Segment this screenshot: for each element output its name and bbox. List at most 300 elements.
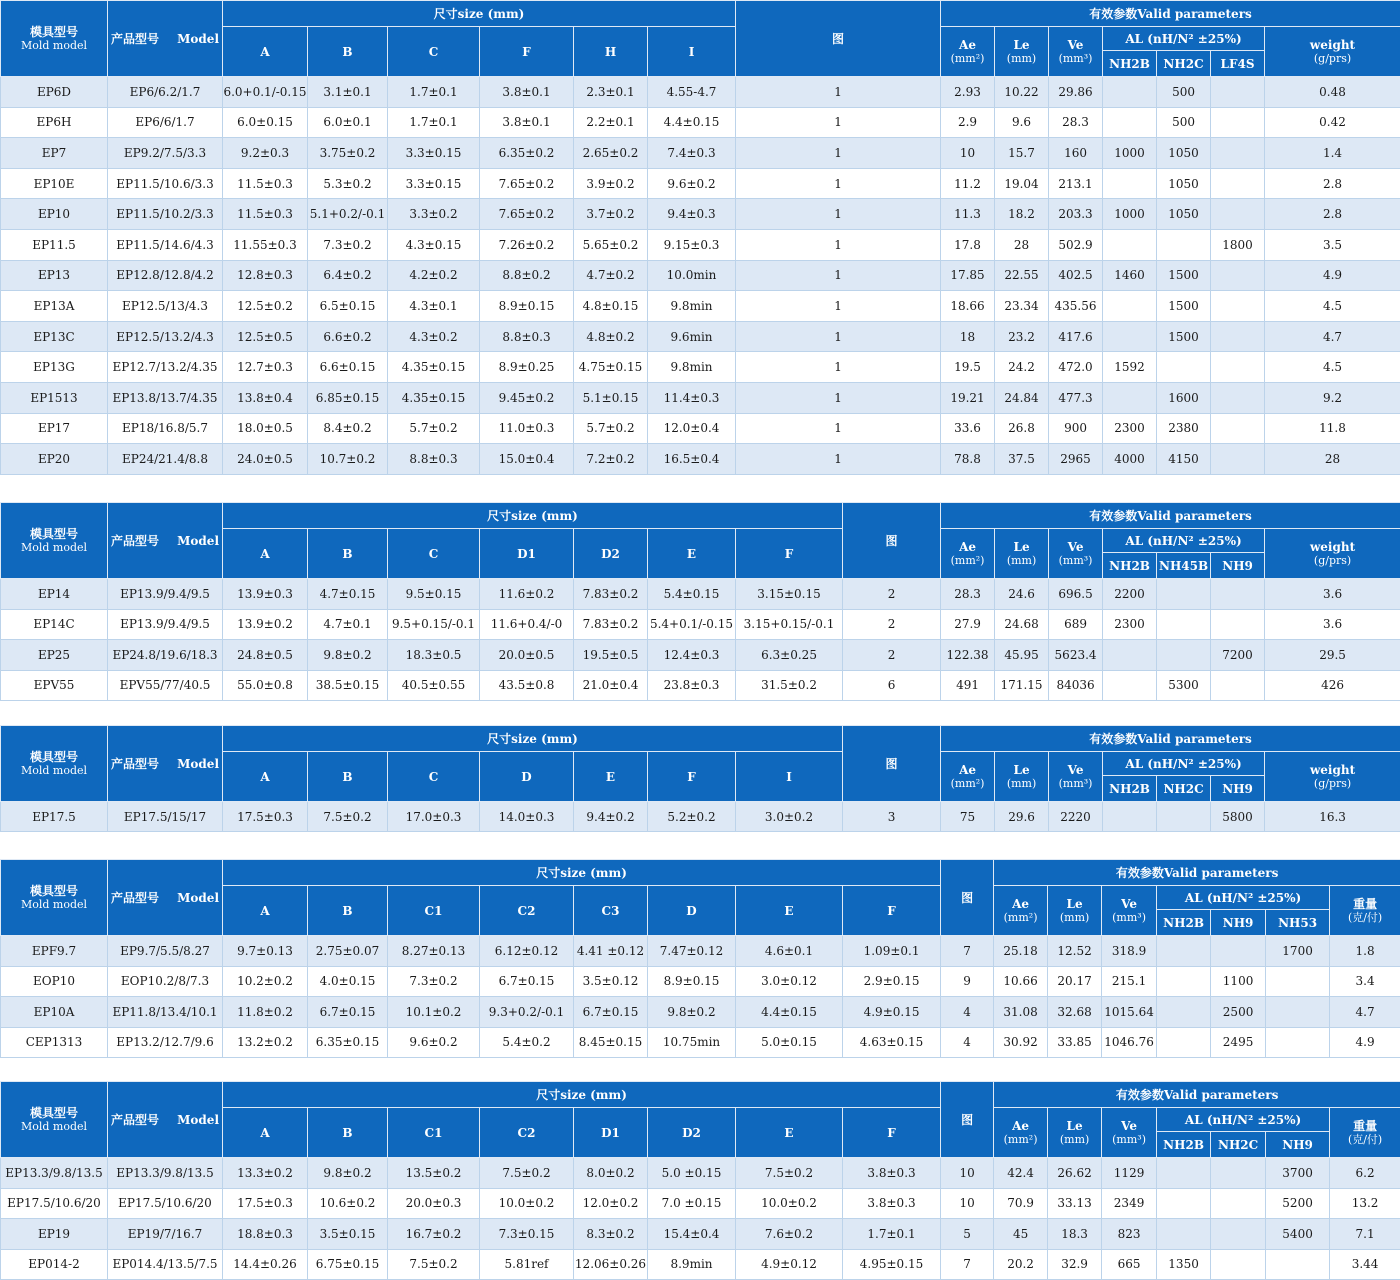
table-cell: 7.1 [1330, 1219, 1400, 1250]
dim-header: I [736, 752, 843, 802]
table-cell: 4.41 ±0.12 [574, 936, 648, 967]
product-model-cell: EP24/21.4/8.8 [108, 444, 223, 475]
product-model-header: 产品型号 Model [108, 860, 223, 936]
table-cell: 4.8±0.15 [574, 291, 648, 322]
al-group-header: AL (nH/N² ±25%) [1103, 752, 1265, 776]
al-material-header: NH2B [1103, 51, 1157, 77]
mold-model-cell: EP7 [1, 138, 108, 169]
ae-header: Ae (mm²) [941, 529, 995, 579]
table-cell: 8.3±0.2 [574, 1219, 648, 1250]
table-cell: 500 [1157, 77, 1211, 108]
table-cell: 25.18 [994, 936, 1048, 967]
table-cell: 4 [941, 997, 994, 1028]
table-cell: 12.5±0.5 [223, 321, 308, 352]
table-cell: 45 [994, 1219, 1048, 1250]
table-cell: 8.9±0.15 [480, 291, 574, 322]
table-cell [1211, 168, 1265, 199]
table-cell: 4.55-4.7 [648, 77, 736, 108]
table-cell: 4.35±0.15 [388, 352, 480, 383]
dim-header: F [843, 1108, 941, 1158]
valid-params-header: 有效参数Valid parameters [941, 503, 1400, 529]
table-cell: 12.06±0.26 [574, 1249, 648, 1280]
mold-model-cell: EP25 [1, 640, 108, 671]
size-group-header: 尺寸size (mm) [223, 503, 843, 529]
table-cell: 10 [941, 138, 995, 169]
table-cell: 1 [736, 444, 941, 475]
table-cell: 2.8 [1265, 168, 1400, 199]
table-cell [1103, 802, 1157, 832]
table-cell: 1.4 [1265, 138, 1400, 169]
table-cell: 7.5±0.2 [308, 802, 388, 832]
table-cell: 5.7±0.2 [388, 413, 480, 444]
table-cell: 1700 [1266, 936, 1330, 967]
table-row [1, 640, 1400, 671]
table-cell [1103, 229, 1157, 260]
table-cell: 1592 [1103, 352, 1157, 383]
table-cell: 3.75±0.2 [308, 138, 388, 169]
table-cell: 6.3±0.25 [736, 640, 843, 671]
table-cell: 3.0±0.2 [736, 802, 843, 832]
dim-header: B [308, 1108, 388, 1158]
table-cell: 3.5±0.15 [308, 1219, 388, 1250]
al-material-header: NH2B [1157, 910, 1211, 936]
table-cell: 4.35±0.15 [388, 382, 480, 413]
table-cell [1211, 444, 1265, 475]
table-cell: 15.4±0.4 [648, 1219, 736, 1250]
table-cell [1157, 966, 1211, 997]
table-cell [1157, 1027, 1211, 1058]
table-cell: 38.5±0.15 [308, 670, 388, 701]
table-cell: 7.3±0.2 [388, 966, 480, 997]
table-cell: 4.7±0.15 [308, 579, 388, 610]
table-cell: 5.2±0.2 [648, 802, 736, 832]
table-cell: 5.0 ±0.15 [648, 1158, 736, 1189]
table-cell [1211, 199, 1265, 230]
dim-header: C2 [480, 1108, 574, 1158]
dim-header: B [308, 752, 388, 802]
table-cell: 500 [1157, 107, 1211, 138]
table-cell: 502.9 [1049, 229, 1103, 260]
table-cell: 21.0±0.4 [574, 670, 648, 701]
table-cell [1103, 168, 1157, 199]
table-cell: 20.0±0.5 [480, 640, 574, 671]
table-cell: 28 [1265, 444, 1400, 475]
table-row [1, 77, 1400, 108]
spec-table-3 [0, 725, 1400, 832]
table-cell [1211, 260, 1265, 291]
product-model-cell: EP19/7/16.7 [108, 1219, 223, 1250]
table-cell: 4.4±0.15 [736, 997, 843, 1028]
table-cell: 11.4±0.3 [648, 382, 736, 413]
al-group-header: AL (nH/N² ±25%) [1157, 1108, 1330, 1132]
al-material-header: NH9 [1211, 776, 1265, 802]
table-cell [1211, 1158, 1266, 1189]
table-cell: 5.1±0.15 [574, 382, 648, 413]
table-cell [1157, 352, 1211, 383]
al-material-header: NH53 [1266, 910, 1330, 936]
dim-header: I [648, 27, 736, 77]
table-cell: 7.83±0.2 [574, 609, 648, 640]
table-cell: 2 [843, 579, 941, 610]
table-row [1, 670, 1400, 701]
dim-header: D1 [574, 1108, 648, 1158]
table-cell: 32.9 [1048, 1249, 1102, 1280]
table-cell: 5623.4 [1049, 640, 1103, 671]
table-cell [1157, 936, 1211, 967]
product-model-cell: EP11.5/10.6/3.3 [108, 168, 223, 199]
product-model-header: 产品型号 Model [108, 1, 223, 77]
table-cell: 7.5±0.2 [480, 1158, 574, 1189]
dim-header: E [736, 886, 843, 936]
mold-model-cell: EP1513 [1, 382, 108, 413]
ae-header: Ae (mm²) [941, 752, 995, 802]
table-cell: 23.8±0.3 [648, 670, 736, 701]
product-model-cell: EP13.9/9.4/9.5 [108, 609, 223, 640]
product-model-cell: EP17.5/10.6/20 [108, 1188, 223, 1219]
table-cell [1266, 966, 1330, 997]
product-model-cell: EPV55/77/40.5 [108, 670, 223, 701]
table-cell: 2.65±0.2 [574, 138, 648, 169]
table-cell: 1.7±0.1 [388, 107, 480, 138]
table-cell: 18.0±0.5 [223, 413, 308, 444]
product-model-cell: EP17.5/15/17 [108, 802, 223, 832]
mold-model-cell: EP14C [1, 609, 108, 640]
table-cell: 19.5±0.5 [574, 640, 648, 671]
table-cell: 491 [941, 670, 995, 701]
product-model-cell: EP9.7/5.5/8.27 [108, 936, 223, 967]
mold-model-cell: EP10 [1, 199, 108, 230]
table-cell: 29.5 [1265, 640, 1400, 671]
table-cell: 11.6±0.2 [480, 579, 574, 610]
dim-header: A [223, 529, 308, 579]
table-cell: 10 [941, 1158, 994, 1189]
mold-model-cell: EP17.5/10.6/20 [1, 1188, 108, 1219]
dim-header: B [308, 27, 388, 77]
table-cell: 2500 [1211, 997, 1266, 1028]
table-cell: 17.5±0.3 [223, 1188, 308, 1219]
size-group-header: 尺寸size (mm) [223, 1, 736, 27]
table-cell: 10.6±0.2 [308, 1188, 388, 1219]
table-cell: 203.3 [1049, 199, 1103, 230]
table-cell: 29.86 [1049, 77, 1103, 108]
table-cell: 213.1 [1049, 168, 1103, 199]
table-cell [1211, 77, 1265, 108]
table-cell: 18.3±0.5 [388, 640, 480, 671]
table-row [1, 1219, 1400, 1250]
table-cell: 19.21 [941, 382, 995, 413]
table-cell: 8.9min [648, 1249, 736, 1280]
table-cell: 5.4+0.1/-0.15 [648, 609, 736, 640]
table-cell: 16.5±0.4 [648, 444, 736, 475]
table-cell: 70.9 [994, 1188, 1048, 1219]
figure-header: 图 [843, 503, 941, 579]
table-cell: 3.15+0.15/-0.1 [736, 609, 843, 640]
table-cell: 1.09±0.1 [843, 936, 941, 967]
dim-header: D2 [574, 529, 648, 579]
table-cell: 6.35±0.15 [308, 1027, 388, 1058]
table-cell: 28.3 [1049, 107, 1103, 138]
table-cell [1157, 609, 1211, 640]
spec-table-5 [0, 1081, 1400, 1280]
mold-model-cell: EP6D [1, 77, 108, 108]
table-cell: 1 [736, 229, 941, 260]
table-cell: 4.5 [1265, 291, 1400, 322]
ve-header: Ve (mm³) [1049, 529, 1103, 579]
table-cell: 7.3±0.2 [308, 229, 388, 260]
table-cell: 12.52 [1048, 936, 1102, 967]
table-cell: 7.5±0.2 [736, 1158, 843, 1189]
ae-header: Ae (mm²) [941, 27, 995, 77]
product-model-cell: EP11.5/14.6/4.3 [108, 229, 223, 260]
dim-header: F [843, 886, 941, 936]
table-cell: 22.55 [995, 260, 1049, 291]
table-cell: 3700 [1266, 1158, 1330, 1189]
table-cell: 11.3 [941, 199, 995, 230]
le-header: Le (mm) [995, 752, 1049, 802]
le-header: Le (mm) [995, 27, 1049, 77]
table-cell: 4.2±0.2 [388, 260, 480, 291]
table-cell: 6.35±0.2 [480, 138, 574, 169]
ve-header: Ve (mm³) [1049, 27, 1103, 77]
table-cell: 9 [941, 966, 994, 997]
table-cell [1211, 1188, 1266, 1219]
table-cell: 17.85 [941, 260, 995, 291]
table-cell: 75 [941, 802, 995, 832]
table-cell: 6.6±0.15 [308, 352, 388, 383]
table-cell: 24.68 [995, 609, 1049, 640]
table-cell [1103, 670, 1157, 701]
table-cell: 3 [843, 802, 941, 832]
le-header: Le (mm) [1048, 886, 1102, 936]
table-cell: 7.3±0.15 [480, 1219, 574, 1250]
dim-header: A [223, 27, 308, 77]
table-cell: 1100 [1211, 966, 1266, 997]
table-cell: 900 [1049, 413, 1103, 444]
product-model-cell: EP13.2/12.7/9.6 [108, 1027, 223, 1058]
table-cell: 15.7 [995, 138, 1049, 169]
table-cell: 7.65±0.2 [480, 199, 574, 230]
spec-table-2 [0, 502, 1400, 701]
table-cell [1103, 321, 1157, 352]
table-cell: 6.0±0.15 [223, 107, 308, 138]
table-cell: 28.3 [941, 579, 995, 610]
table-cell: 7.6±0.2 [736, 1219, 843, 1250]
table-row [1, 1188, 1400, 1219]
table-cell: 84036 [1049, 670, 1103, 701]
table-cell: 26.62 [1048, 1158, 1102, 1189]
table-cell: 665 [1102, 1249, 1157, 1280]
table-cell: 9.7±0.13 [223, 936, 308, 967]
table-cell: 1000 [1103, 138, 1157, 169]
product-model-cell: EP12.7/13.2/4.35 [108, 352, 223, 383]
table-cell: 4.0±0.15 [308, 966, 388, 997]
table-cell: 23.34 [995, 291, 1049, 322]
table-cell: 13.3±0.2 [223, 1158, 308, 1189]
table-row [1, 229, 1400, 260]
table-row [1, 579, 1400, 610]
table-cell: 13.8±0.4 [223, 382, 308, 413]
table-cell: 417.6 [1049, 321, 1103, 352]
table-cell: 2.75±0.07 [308, 936, 388, 967]
table-cell: 33.85 [1048, 1027, 1102, 1058]
table-cell: 426 [1265, 670, 1400, 701]
table-cell [1266, 1027, 1330, 1058]
table-cell: 10 [941, 1188, 994, 1219]
table-cell [1157, 1219, 1211, 1250]
table-cell: 1 [736, 291, 941, 322]
table-cell: 18 [941, 321, 995, 352]
al-material-header: NH2C [1157, 776, 1211, 802]
table-cell: 1500 [1157, 260, 1211, 291]
table-cell: 10.2±0.2 [223, 966, 308, 997]
table-row [1, 382, 1400, 413]
table-row [1, 138, 1400, 169]
table-cell: 9.8±0.2 [648, 997, 736, 1028]
table-cell: 12.4±0.3 [648, 640, 736, 671]
table-cell: 3.9±0.2 [574, 168, 648, 199]
mold-model-header: 模具型号 Mold model [1, 1, 108, 77]
table-cell: 27.9 [941, 609, 995, 640]
dim-header: F [480, 27, 574, 77]
table-cell: 42.4 [994, 1158, 1048, 1189]
table-row [1, 936, 1400, 967]
table-cell: 4.9 [1265, 260, 1400, 291]
table-cell [1211, 1219, 1266, 1250]
table-cell: 2300 [1103, 413, 1157, 444]
table-cell: 13.9±0.2 [223, 609, 308, 640]
table-cell: 4.3±0.1 [388, 291, 480, 322]
table-cell: 6.5±0.15 [308, 291, 388, 322]
table-cell: 5.4±0.15 [648, 579, 736, 610]
product-model-cell: EP11.8/13.4/10.1 [108, 997, 223, 1028]
al-material-header: NH9 [1211, 910, 1266, 936]
table-cell: 1 [736, 260, 941, 291]
table-cell: 24.2 [995, 352, 1049, 383]
table-row [1, 966, 1400, 997]
table-cell: 160 [1049, 138, 1103, 169]
table-cell: 6.85±0.15 [308, 382, 388, 413]
dim-header: B [308, 529, 388, 579]
figure-header: 图 [843, 726, 941, 802]
table-cell: 4.3±0.2 [388, 321, 480, 352]
table-cell: 2220 [1049, 802, 1103, 832]
table-cell: 3.7±0.2 [574, 199, 648, 230]
dim-header: D [480, 752, 574, 802]
table-cell: 696.5 [1049, 579, 1103, 610]
table-cell: 435.56 [1049, 291, 1103, 322]
table-cell: 13.2 [1330, 1188, 1400, 1219]
table-cell: 3.8±0.1 [480, 77, 574, 108]
table-cell: 9.8±0.2 [308, 640, 388, 671]
weight-header: weight (g/prs) [1265, 752, 1400, 802]
table-cell: 19.5 [941, 352, 995, 383]
table-cell: 24.6 [995, 579, 1049, 610]
table-cell: 11.5±0.3 [223, 199, 308, 230]
table-cell: 4.9 [1330, 1027, 1400, 1058]
table-cell: 9.45±0.2 [480, 382, 574, 413]
table-cell: 18.3 [1048, 1219, 1102, 1250]
table-cell: 2965 [1049, 444, 1103, 475]
mold-model-header: 模具型号 Mold model [1, 1082, 108, 1158]
table-cell: 9.5+0.15/-0.1 [388, 609, 480, 640]
table-row [1, 168, 1400, 199]
table-cell: 7.65±0.2 [480, 168, 574, 199]
table-cell: 3.3±0.15 [388, 168, 480, 199]
table-cell: 1 [736, 321, 941, 352]
table-cell [1211, 413, 1265, 444]
product-model-cell: EP13.8/13.7/4.35 [108, 382, 223, 413]
dim-header: H [574, 27, 648, 77]
table-cell: 5200 [1266, 1188, 1330, 1219]
table-cell: 43.5±0.8 [480, 670, 574, 701]
table-cell: 10.66 [994, 966, 1048, 997]
table-cell: 15.0±0.4 [480, 444, 574, 475]
table-cell: 5300 [1157, 670, 1211, 701]
table-cell [1103, 291, 1157, 322]
table-cell: 8.45±0.15 [574, 1027, 648, 1058]
table-cell: 12.0±0.2 [574, 1188, 648, 1219]
table-cell: 6.0±0.1 [308, 107, 388, 138]
table-cell: 7.0 ±0.15 [648, 1188, 736, 1219]
table-cell: 4.7 [1265, 321, 1400, 352]
table-cell: 28 [995, 229, 1049, 260]
table-cell: 3.3±0.2 [388, 199, 480, 230]
table-cell: 1046.76 [1102, 1027, 1157, 1058]
table-cell: 10.0±0.2 [736, 1188, 843, 1219]
table-cell: 14.0±0.3 [480, 802, 574, 832]
table-cell: 8.8±0.2 [480, 260, 574, 291]
table-cell: 12.7±0.3 [223, 352, 308, 383]
al-material-header: NH2C [1157, 51, 1211, 77]
table-cell: 7.83±0.2 [574, 579, 648, 610]
table-cell: 17.5±0.3 [223, 802, 308, 832]
table-cell: 2.9±0.15 [843, 966, 941, 997]
table-row [1, 444, 1400, 475]
table-cell: 8.4±0.2 [308, 413, 388, 444]
table-cell: 29.6 [995, 802, 1049, 832]
ve-header: Ve (mm³) [1102, 886, 1157, 936]
table-cell: 1050 [1157, 138, 1211, 169]
le-header: Le (mm) [1048, 1108, 1102, 1158]
table-cell: 3.8±0.3 [843, 1158, 941, 1189]
table-row [1, 352, 1400, 383]
table-cell: 9.8min [648, 352, 736, 383]
table-row [1, 997, 1400, 1028]
product-model-cell: EP11.5/10.2/3.3 [108, 199, 223, 230]
le-header: Le (mm) [995, 529, 1049, 579]
dim-header: D [648, 886, 736, 936]
mold-model-cell: EP14 [1, 579, 108, 610]
table-cell [1211, 609, 1265, 640]
table-cell: 7.2±0.2 [574, 444, 648, 475]
al-material-header: NH2C [1211, 1132, 1266, 1158]
valid-params-header: 有效参数Valid parameters [994, 860, 1400, 886]
table-cell [1211, 107, 1265, 138]
table-cell: 1050 [1157, 168, 1211, 199]
product-model-cell: EP12.5/13.2/4.3 [108, 321, 223, 352]
table-cell: 32.68 [1048, 997, 1102, 1028]
table-cell: 2200 [1103, 579, 1157, 610]
mold-model-cell: CEP1313 [1, 1027, 108, 1058]
table-cell: 171.15 [995, 670, 1049, 701]
mold-model-cell: EP11.5 [1, 229, 108, 260]
mold-model-cell: EP13 [1, 260, 108, 291]
table-cell: 18.8±0.3 [223, 1219, 308, 1250]
table-cell: 5.1+0.2/-0.1 [308, 199, 388, 230]
mold-model-header: 模具型号 Mold model [1, 860, 108, 936]
dim-header: A [223, 1108, 308, 1158]
table-cell: 5.4±0.2 [480, 1027, 574, 1058]
